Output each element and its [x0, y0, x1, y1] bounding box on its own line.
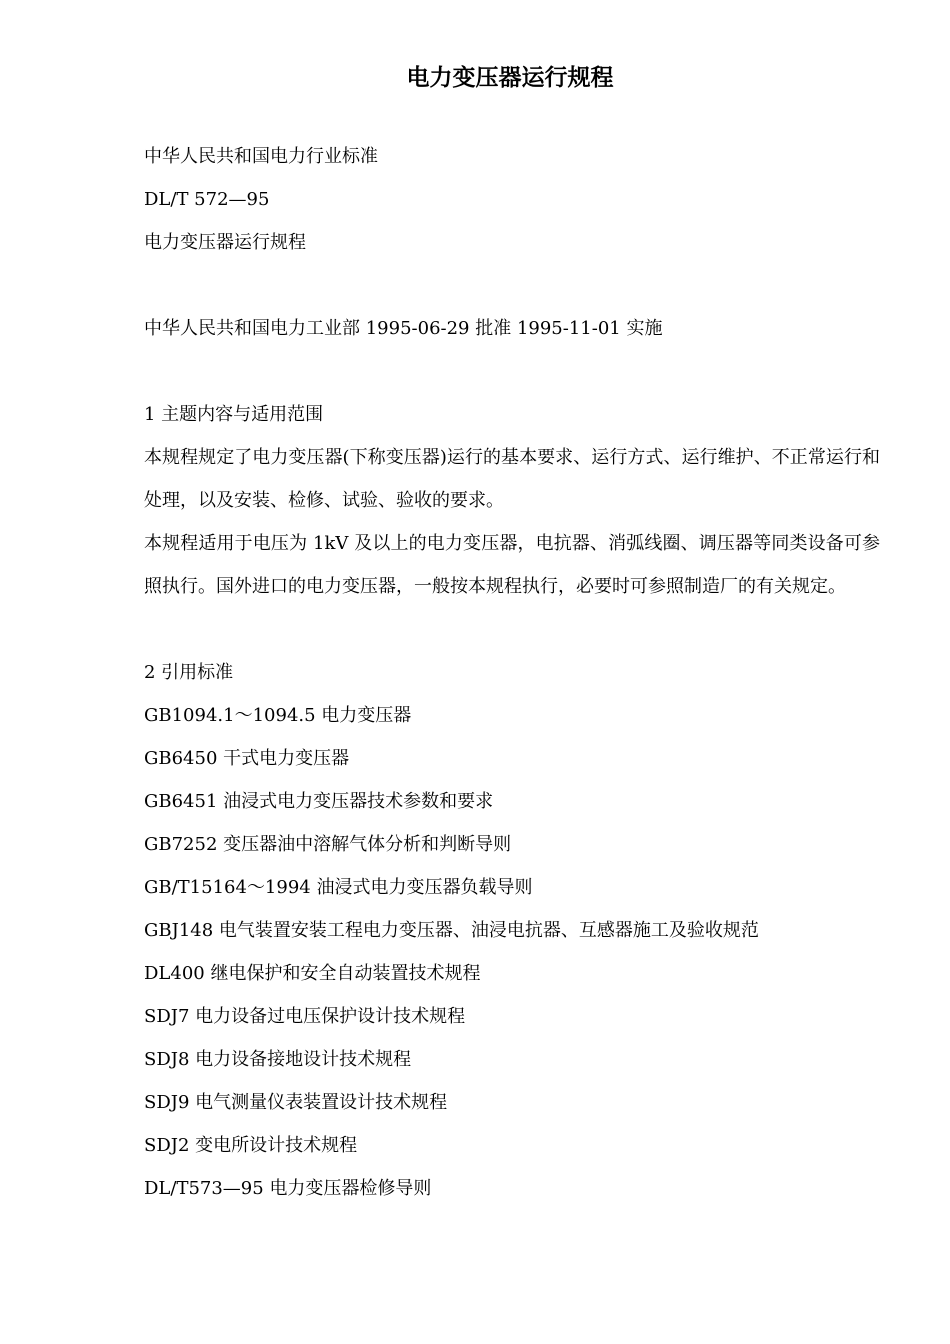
document-title: 电力变压器运行规程 — [406, 64, 614, 91]
section-1-heading: 1 主题内容与适用范围 — [144, 404, 324, 425]
reference-item: GBJ148 电气装置安装工程电力变压器、油浸电抗器、互感器施工及验收规范 — [144, 920, 759, 941]
standard-code: DL/T 572—95 — [144, 189, 270, 210]
reference-item: SDJ7 电力设备过电压保护设计技术规程 — [144, 1006, 466, 1027]
standard-name: 电力变压器运行规程 — [144, 232, 306, 253]
section-1-paragraph-2: 本规程适用于电压为 1kV 及以上的电力变压器，电抗器、消弧线圈、调压器等同类设备可参照执行。国外进口的电力变压器，一般按本规程执行，必要时可参照制造厂的有关规定。 — [144, 533, 880, 597]
section-1-paragraph-1: 本规程规定了电力变压器(下称变压器)运行的基本要求、运行方式、运行维护、不正常运行和处理，以及安装、检修、试验、验收的要求。 — [144, 447, 880, 511]
reference-item: SDJ9 电气测量仪表装置设计技术规程 — [144, 1092, 448, 1113]
reference-item: GB/T15164～1994 油浸式电力变压器负载导则 — [144, 877, 533, 898]
reference-item: GB1094.1～1094.5 电力变压器 — [144, 705, 412, 726]
reference-item: GB6451 油浸式电力变压器技术参数和要求 — [144, 791, 494, 812]
industry-standard-label: 中华人民共和国电力行业标准 — [144, 146, 378, 167]
reference-item: GB7252 变压器油中溶解气体分析和判断导则 — [144, 834, 512, 855]
reference-item: GB6450 干式电力变压器 — [144, 748, 350, 769]
reference-item: SDJ8 电力设备接地设计技术规程 — [144, 1049, 412, 1070]
reference-item: DL400 继电保护和安全自动装置技术规程 — [144, 963, 481, 984]
approval-info: 中华人民共和国电力工业部 1995-06-29 批准 1995-11-01 实施 — [144, 318, 663, 339]
section-2-heading: 2 引用标准 — [144, 662, 234, 683]
reference-item: DL/T573—95 电力变压器检修导则 — [144, 1178, 432, 1199]
reference-item: SDJ2 变电所设计技术规程 — [144, 1135, 358, 1156]
